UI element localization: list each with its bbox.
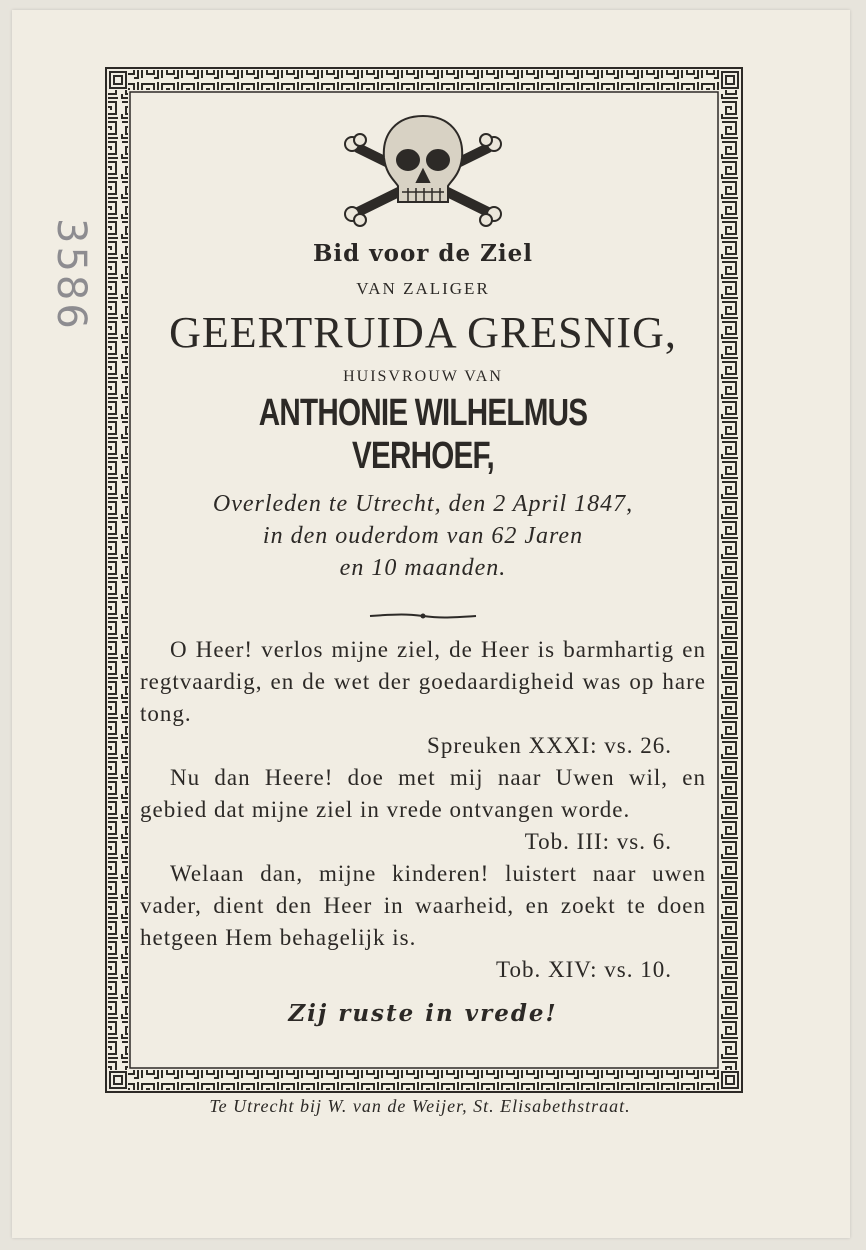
verse-3: Welaan dan, mijne kinderen! luistert naar uwen vader, dient den Heer in waarheid, en zoekt te doen hetgeen Hem behagelijk is.	[140, 861, 706, 950]
verse-2: Nu dan Heere! doe met mij naar Uwen wil, en gebied dat mijne ziel in vrede ontvangen worde.	[140, 765, 706, 822]
closing-blessing: Zij ruste in vrede!	[288, 1000, 558, 1027]
verse-1: O Heer! verlos mijne ziel, de Heer is barmhartig en regtvaardig, en de wet der goedaardigheid was op hare tong.	[140, 637, 706, 726]
spouse-name: ANTHONIE WILHELMUS VERHOEF,	[258, 392, 588, 477]
death-line-2: in den ouderdom van 62 Jaren	[262, 523, 584, 549]
printer-imprint: Te Utrecht bij W. van de Weijer, St. Elisabethstraat.	[209, 1096, 631, 1116]
skull-crossbones-icon	[338, 110, 508, 228]
van-zaliger: VAN ZALIGER	[356, 279, 490, 298]
death-details	[140, 488, 706, 584]
verse-1-reference: Spreuken XXXI: vs. 26.	[427, 733, 672, 758]
handwritten-number: 3586	[48, 218, 94, 332]
card-content	[140, 110, 706, 1050]
verse-2-reference: Tob. III: vs. 6.	[524, 829, 672, 854]
death-line-3: en 10 maanden.	[339, 555, 507, 581]
verse-3-reference: Tob. XIV: vs. 10.	[496, 957, 672, 982]
relation-label: HUISVROUW VAN	[343, 368, 503, 385]
ornamental-rule	[368, 612, 478, 620]
deceased-name: GEERTRUIDA GRESNIG,	[169, 308, 677, 357]
scripture-verses	[140, 634, 706, 986]
heading: Bid voor de Ziel	[312, 240, 534, 267]
death-line-1: Overleden te Utrecht, den 2 April 1847,	[212, 491, 634, 517]
